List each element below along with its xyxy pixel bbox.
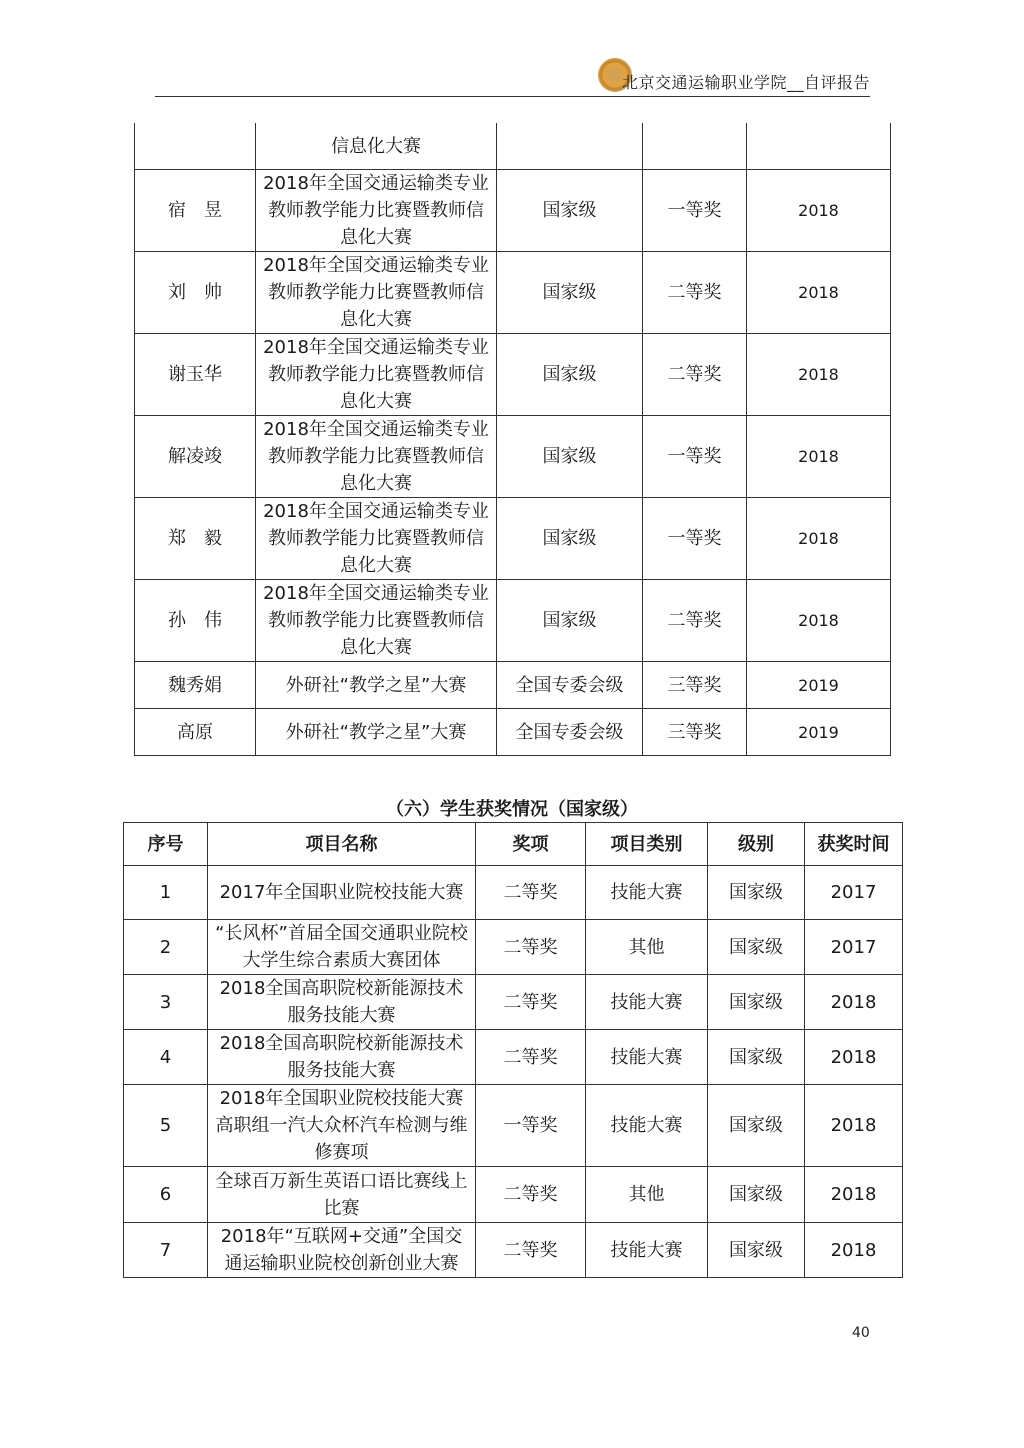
table-row — [135, 123, 891, 170]
award-cell: 二等奖 — [643, 334, 747, 416]
award-cell: 三等奖 — [643, 662, 747, 709]
table-row — [124, 1167, 903, 1223]
award-cell: 二等奖 — [476, 920, 586, 975]
header-award: 奖项 — [476, 823, 586, 866]
name-cell: 宿 昱 — [135, 170, 256, 252]
award-cell: 三等奖 — [643, 709, 747, 756]
project-cell: 2018年全国交通运输类专业教师教学能力比赛暨教师信息化大赛 — [256, 252, 497, 334]
table-row — [124, 975, 903, 1030]
level-cell: 国家级 — [708, 975, 805, 1030]
award-cell: 二等奖 — [476, 975, 586, 1030]
name-cell: 郑 毅 — [135, 498, 256, 580]
year-cell: 2018 — [747, 416, 891, 498]
name-cell: 谢玉华 — [135, 334, 256, 416]
category-cell: 技能大赛 — [586, 1085, 708, 1167]
header-time: 获奖时间 — [805, 823, 903, 866]
index-cell: 4 — [124, 1030, 208, 1085]
year-cell: 2018 — [747, 334, 891, 416]
level-cell: 国家级 — [708, 866, 805, 920]
project-cell: 2018年全国交通运输类专业教师教学能力比赛暨教师信息化大赛 — [256, 498, 497, 580]
table-row — [135, 170, 891, 252]
project-cell: “长风杯”首届全国交通职业院校大学生综合素质大赛团体 — [208, 920, 476, 975]
header-index: 序号 — [124, 823, 208, 866]
time-cell: 2017 — [805, 866, 903, 920]
level-cell: 国家级 — [708, 1223, 805, 1278]
header-level: 级别 — [708, 823, 805, 866]
category-cell: 其他 — [586, 920, 708, 975]
award-cell: 一等奖 — [643, 416, 747, 498]
level-cell: 国家级 — [497, 498, 643, 580]
award-cell: 一等奖 — [476, 1085, 586, 1167]
name-cell: 孙 伟 — [135, 580, 256, 662]
project-cell: 2018年“互联网+交通”全国交通运输职业院校创新创业大赛 — [208, 1223, 476, 1278]
level-cell: 国家级 — [497, 416, 643, 498]
table-header-row — [124, 823, 903, 866]
student-awards-table — [123, 822, 903, 1278]
level-cell: 国家级 — [497, 252, 643, 334]
project-cell: 2018年全国交通运输类专业教师教学能力比赛暨教师信息化大赛 — [256, 334, 497, 416]
table-row — [124, 920, 903, 975]
time-cell: 2018 — [805, 975, 903, 1030]
level-cell: 国家级 — [708, 1085, 805, 1167]
award-cell: 二等奖 — [476, 866, 586, 920]
table-row — [124, 1085, 903, 1167]
level-cell: 国家级 — [708, 920, 805, 975]
table-row — [135, 334, 891, 416]
table-row — [135, 709, 891, 756]
time-cell: 2018 — [805, 1030, 903, 1085]
index-cell: 5 — [124, 1085, 208, 1167]
project-cell: 外研社“教学之星”大赛 — [256, 662, 497, 709]
project-cell: 2018全国高职院校新能源技术服务技能大赛 — [208, 975, 476, 1030]
category-cell: 技能大赛 — [586, 1223, 708, 1278]
table-row — [135, 252, 891, 334]
award-cell: 二等奖 — [476, 1030, 586, 1085]
name-cell: 刘 帅 — [135, 252, 256, 334]
category-cell: 技能大赛 — [586, 866, 708, 920]
year-cell: 2018 — [747, 498, 891, 580]
level-cell: 国家级 — [708, 1167, 805, 1223]
page-header — [155, 56, 870, 97]
table-row — [135, 580, 891, 662]
project-cell: 2018全国高职院校新能源技术服务技能大赛 — [208, 1030, 476, 1085]
level-cell: 国家级 — [497, 170, 643, 252]
level-cell: 国家级 — [497, 580, 643, 662]
header-category: 项目类别 — [586, 823, 708, 866]
project-cell: 2018年全国交通运输类专业教师教学能力比赛暨教师信息化大赛 — [256, 170, 497, 252]
header-project: 项目名称 — [208, 823, 476, 866]
name-cell: 魏秀娟 — [135, 662, 256, 709]
index-cell: 3 — [124, 975, 208, 1030]
year-cell: 2018 — [747, 170, 891, 252]
table-row — [124, 1030, 903, 1085]
award-cell: 二等奖 — [643, 252, 747, 334]
table-row — [135, 498, 891, 580]
category-cell: 技能大赛 — [586, 975, 708, 1030]
year-cell: 2019 — [747, 709, 891, 756]
project-cell: 全球百万新生英语口语比赛线上比赛 — [208, 1167, 476, 1223]
table-row — [135, 662, 891, 709]
level-cell: 全国专委会级 — [497, 662, 643, 709]
project-cell: 2017年全国职业院校技能大赛 — [208, 866, 476, 920]
award-cell: 二等奖 — [643, 580, 747, 662]
table-row — [135, 416, 891, 498]
teacher-awards-table — [134, 123, 891, 756]
award-cell: 一等奖 — [643, 170, 747, 252]
category-cell: 其他 — [586, 1167, 708, 1223]
header-title: 北京交通运输职业学院__自评报告 — [621, 73, 870, 92]
project-cell: 信息化大赛 — [256, 123, 497, 170]
time-cell: 2018 — [805, 1085, 903, 1167]
award-cell: 二等奖 — [476, 1223, 586, 1278]
index-cell: 1 — [124, 866, 208, 920]
project-cell: 2018年全国交通运输类专业教师教学能力比赛暨教师信息化大赛 — [256, 416, 497, 498]
year-cell: 2018 — [747, 252, 891, 334]
name-cell: 解凌竣 — [135, 416, 256, 498]
year-cell: 2019 — [747, 662, 891, 709]
time-cell: 2018 — [805, 1167, 903, 1223]
level-cell: 全国专委会级 — [497, 709, 643, 756]
index-cell: 6 — [124, 1167, 208, 1223]
award-cell: 二等奖 — [476, 1167, 586, 1223]
project-cell: 2018年全国职业院校技能大赛高职组一汽大众杯汽车检测与维修赛项 — [208, 1085, 476, 1167]
level-cell: 国家级 — [708, 1030, 805, 1085]
category-cell: 技能大赛 — [586, 1030, 708, 1085]
year-cell: 2018 — [747, 580, 891, 662]
table-row — [124, 866, 903, 920]
project-cell: 2018年全国交通运输类专业教师教学能力比赛暨教师信息化大赛 — [256, 580, 497, 662]
name-cell: 高原 — [135, 709, 256, 756]
time-cell: 2017 — [805, 920, 903, 975]
project-cell: 外研社“教学之星”大赛 — [256, 709, 497, 756]
level-cell: 国家级 — [497, 334, 643, 416]
time-cell: 2018 — [805, 1223, 903, 1278]
section-title: （六）学生获奖情况（国家级） — [386, 799, 638, 820]
award-cell: 一等奖 — [643, 498, 747, 580]
page-number: 40 — [852, 1325, 870, 1341]
index-cell: 2 — [124, 920, 208, 975]
table-row — [124, 1223, 903, 1278]
index-cell: 7 — [124, 1223, 208, 1278]
